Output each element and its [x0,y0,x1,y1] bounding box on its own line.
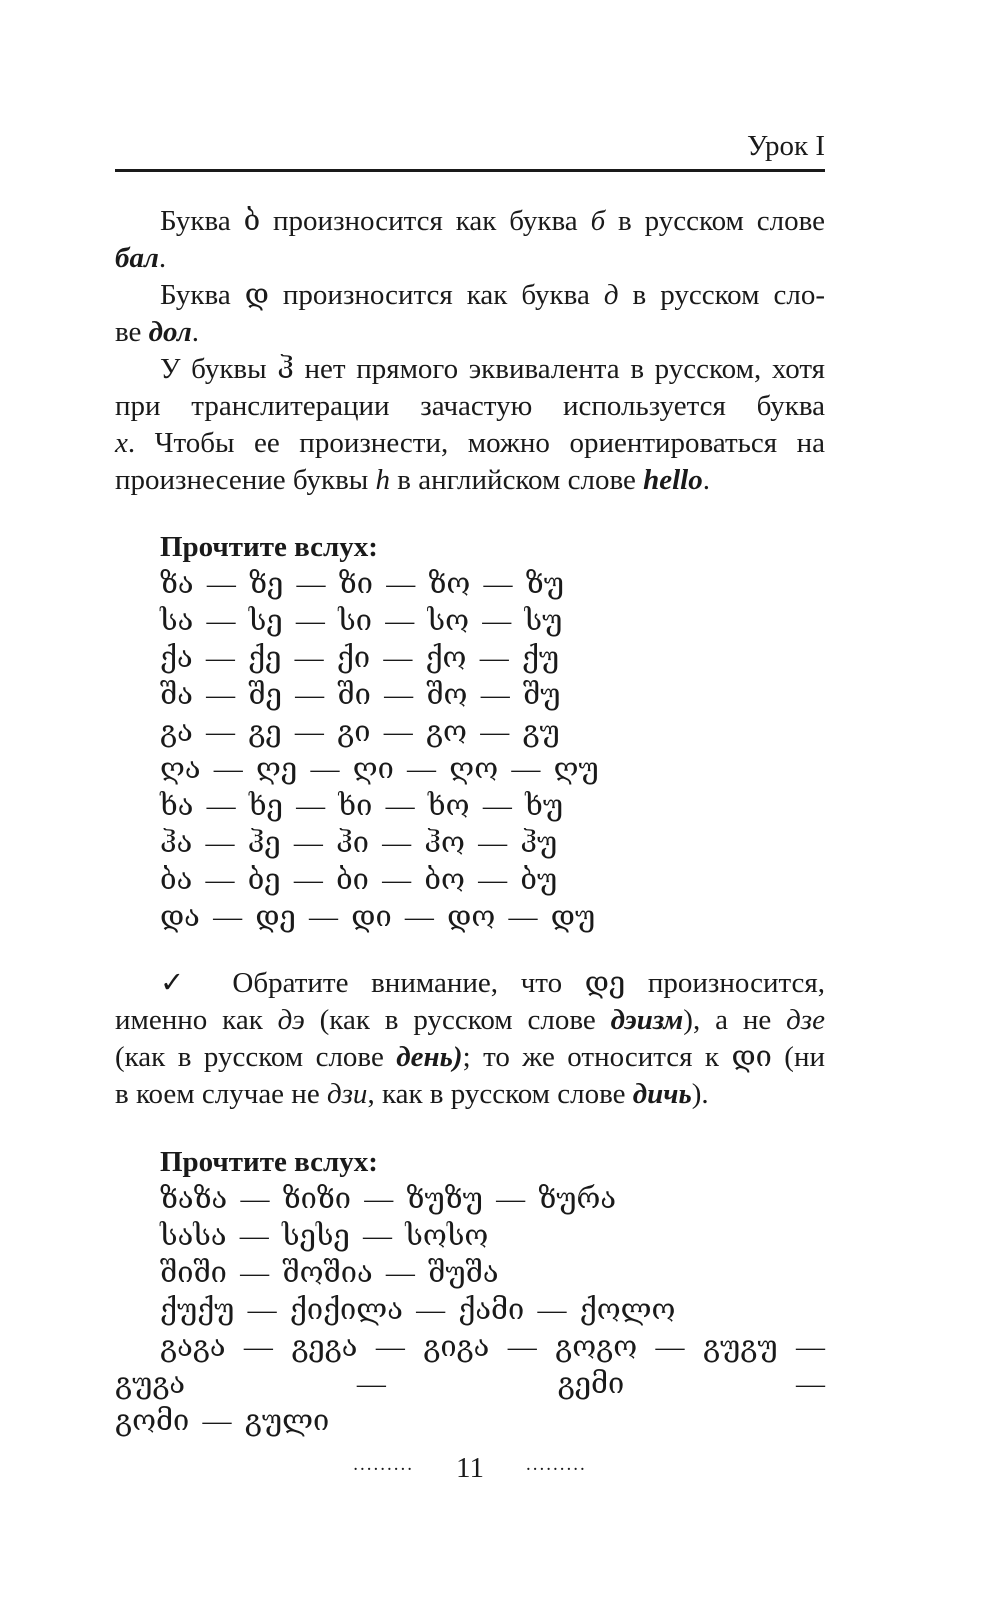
georgian-letter: ჰ [277,353,294,385]
georgian-letter: დე [584,967,626,999]
text-span: бал [115,242,159,274]
syllable-line [115,603,825,640]
text-span: произносится как буква [260,205,591,237]
text-span: дичь [632,1078,692,1110]
text-span: (как в русском слове [115,1041,397,1073]
syllable-line [115,1181,825,1218]
text-span: ), а не [683,1004,787,1036]
read-aloud-section-1 [115,529,825,936]
text-line [115,964,825,1002]
syllable-line [115,714,825,751]
text-span: და — დე — დი — დო — დუ [160,901,596,933]
text-span: нет прямого эквивалента в русском, хотя [293,353,825,385]
section-title-read-aloud-2: Прочтите вслух: [160,1146,378,1178]
text-span: ზაზა — ზიზი — ზუზუ — ზურა [160,1183,617,1215]
text-span: дэизм [610,1004,684,1036]
text-span: произносится, [625,967,825,999]
text-line [115,240,825,277]
text-span: ბა — ბე — ბი — ბო — ბუ [160,864,558,896]
text-span: Буква [160,205,244,237]
text-span: ხა — ხე — ხი — ხო — ხუ [160,790,564,822]
georgian-letter: ბ [243,205,261,237]
text-span: У буквы [160,353,278,385]
text-span: ჰა — ჰე — ჰი — ჰო — ჰუ [160,827,558,859]
text-span: х [115,427,128,459]
text-span: ; то же относится к [462,1041,732,1073]
text-span: გა — გე — გი — გო — გუ [160,716,560,748]
text-span: дол [148,316,192,348]
syllable-list-1 [115,566,825,936]
text-span: в русском сло- [618,279,825,311]
text-line [115,1076,825,1113]
text-line [115,425,825,462]
text-line [115,277,825,314]
text-line [115,462,825,499]
header-rule [115,169,825,172]
syllable-line [115,899,825,936]
text-span: б [590,205,606,237]
text-span: გომი — გული [115,1405,330,1437]
text-span: ქუქუ — ქიქილა — ქამი — ქოლო [160,1294,676,1326]
running-head: Урок I [747,130,825,162]
text-span: ). [691,1078,709,1110]
syllable-line [115,640,825,677]
text-span: ქა — ქე — ქი — ქო — ქუ [160,642,560,674]
syllable-line [115,751,825,788]
text-span: გაგა — გეგა — გიგა — გოგო — გუგუ — გუგა — გემი — [115,1331,825,1400]
text-span: . [702,464,710,496]
syllable-line [115,825,825,862]
syllable-line [115,677,825,714]
syllable-line [115,1292,825,1329]
syllable-line [115,1255,825,1292]
text-span: (как в русском слове [304,1004,611,1036]
text-span: день) [396,1041,463,1073]
text-span: შა — შე — ში — შო — შუ [160,679,561,711]
text-span: дзе [786,1004,825,1036]
georgian-letter: დ [244,279,269,311]
text-span: ზა — ზე — ზი — ზო — ზუ [160,568,564,600]
text-line [115,314,825,351]
text-span: . Чтобы ее произнести, можно ориентироваться на [127,427,825,459]
intro-paragraphs [115,203,825,499]
text-span: სა — სე — სი — სო — სუ [160,605,563,637]
page-footer [115,1450,825,1487]
text-span: произнесение буквы [115,464,376,496]
text-span: Буква [160,279,245,311]
syllable-line [115,1403,825,1440]
syllable-line [115,862,825,899]
syllable-line [115,788,825,825]
read-aloud-section-2 [115,1144,825,1440]
text-span: , как в русском слове [367,1078,633,1110]
text-span: в коем случае не [115,1078,327,1110]
text-line [115,1039,825,1076]
text-span: при транслитерации зачастую используется буква [115,390,825,422]
text-line [115,388,825,425]
text-span: дэ [277,1004,305,1036]
text-span: შიში — შოშია — შუშა [160,1257,499,1289]
text-span: hello [643,464,703,496]
text-span: Обратите внимание, что [209,967,585,999]
text-span: h [375,464,391,496]
note-paragraph [115,964,825,1113]
text-block [115,0,825,1440]
text-span: სასა — სესე — სოსო [160,1220,489,1252]
text-span: (ни [771,1041,825,1073]
georgian-letter: დი [731,1041,772,1073]
text-span: . [191,316,199,348]
text-span: ве [115,316,149,348]
text-span: дзи [326,1078,368,1110]
text-line [115,203,825,240]
text-span: д [603,279,619,311]
syllable-list-2 [115,1181,825,1440]
syllable-line [115,1329,825,1403]
text-span: именно как [115,1004,278,1036]
text-line [115,351,825,388]
text-span: произносится как буква [268,279,604,311]
page-number: 11 [456,1452,484,1484]
text-span: в английском слове [390,464,644,496]
footer-dots-left: ......... [353,1454,415,1475]
checkmark-icon: ✓ [160,965,200,999]
text-span: в русском слове [605,205,825,237]
text-span: ღა — ღე — ღი — ღო — ღუ [160,753,599,785]
footer-dots-right: ......... [525,1454,587,1475]
text-line [115,1002,825,1039]
syllable-line [115,1218,825,1255]
section-title-read-aloud-1: Прочтите вслух: [160,531,378,563]
syllable-line [115,566,825,603]
text-span: . [158,242,167,274]
